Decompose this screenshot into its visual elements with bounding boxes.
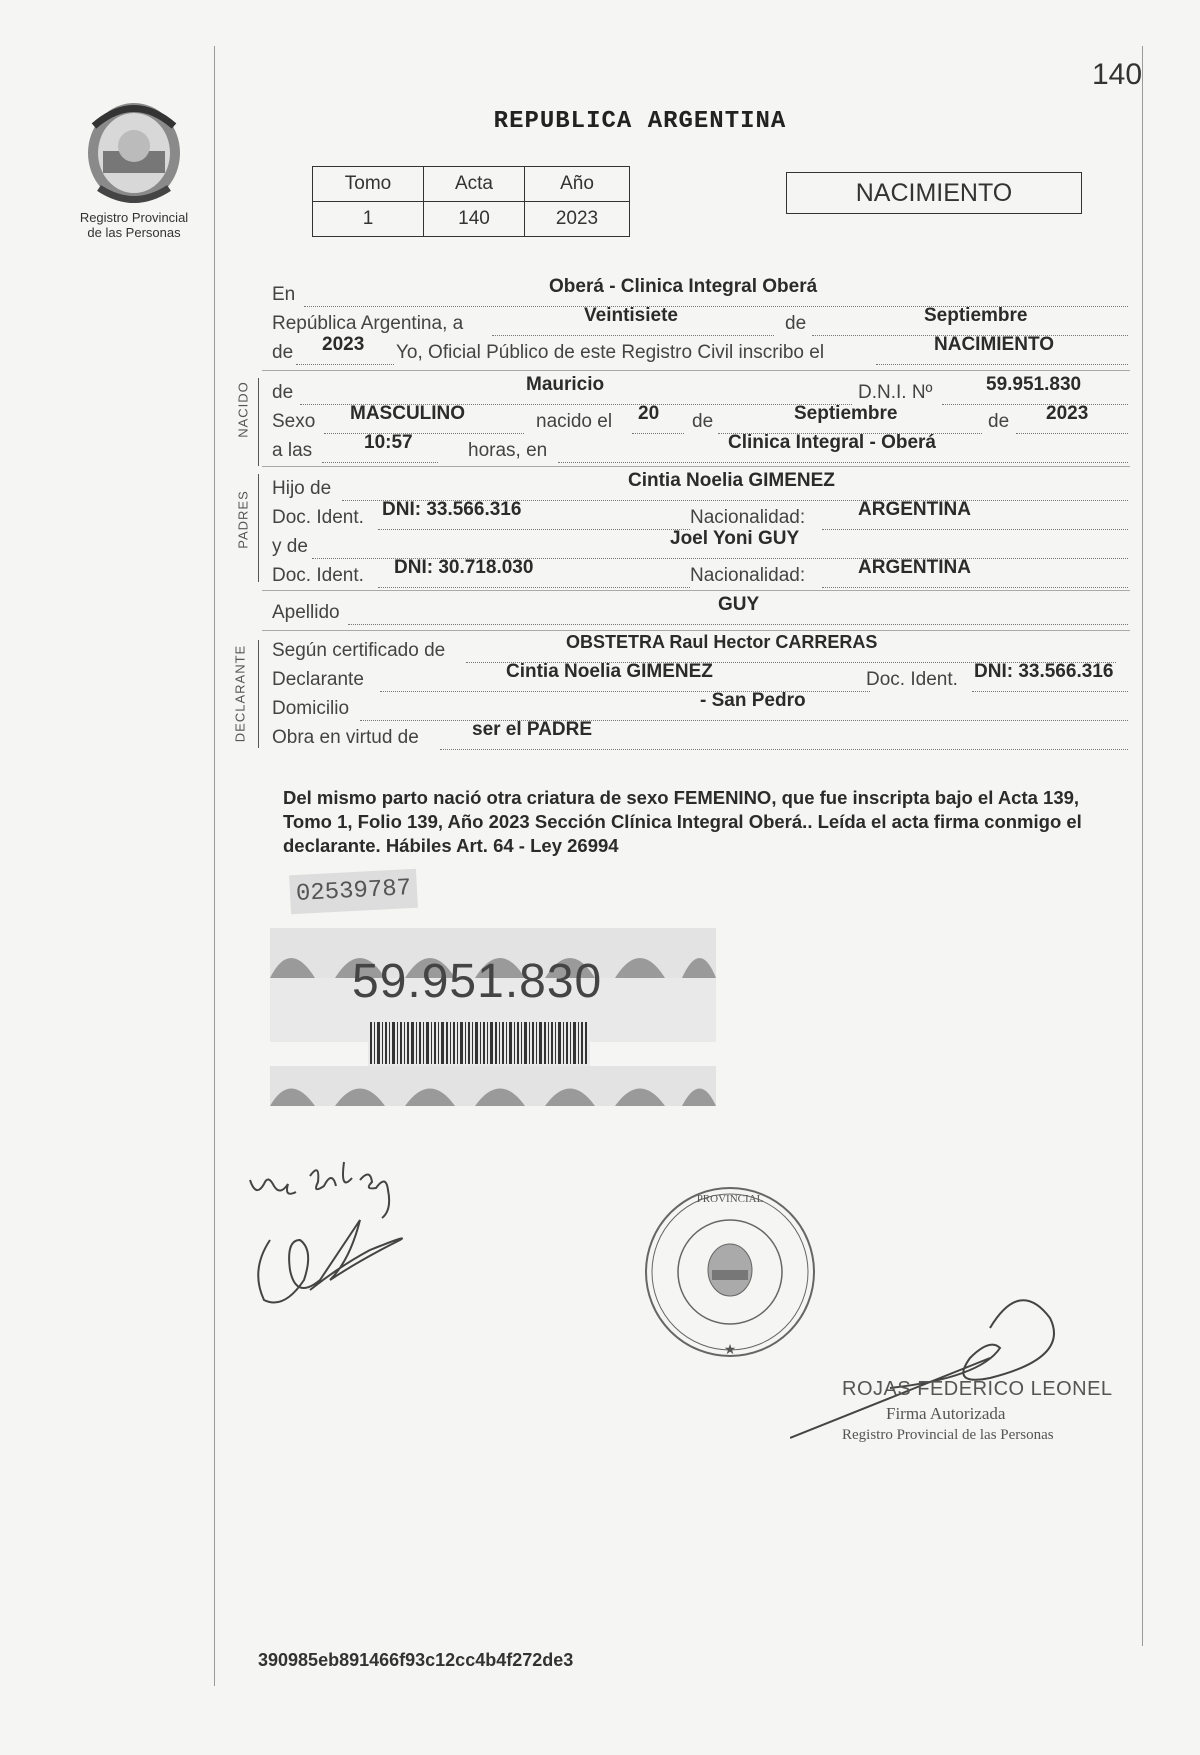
anio-value: 2023 <box>525 202 630 237</box>
handwritten-signature-icon <box>240 1150 460 1320</box>
provincial-seal-icon <box>79 96 189 206</box>
row-domicilio <box>272 690 1128 724</box>
anio-header: Año <box>525 167 630 202</box>
label-y-de: y de <box>272 536 308 557</box>
value-child-name: Mauricio <box>526 374 605 395</box>
barcode-sticker <box>270 870 716 1106</box>
logo-caption-line1: Registro Provincial <box>79 210 189 225</box>
label-de: de <box>785 313 807 334</box>
label-doc-ident: Doc. Ident. <box>866 669 958 690</box>
value-day-words: Veintisiete <box>584 305 678 326</box>
label-domicilio: Domicilio <box>272 698 350 719</box>
value-mother-doc: DNI: 33.566.316 <box>382 499 522 520</box>
label-republica: República Argentina, a <box>272 313 464 334</box>
declarant-signature <box>240 1150 460 1325</box>
label-en: En <box>272 284 296 305</box>
label-doc-ident: Doc. Ident. <box>272 507 364 528</box>
signatory-name: ROJAS FEDERICO LEONEL <box>842 1378 1113 1400</box>
value-child-dni: 59.951.830 <box>986 374 1082 395</box>
value-certificado: OBSTETRA Raul Hector CARRERAS <box>566 632 878 652</box>
svg-text:★: ★ <box>723 1343 737 1358</box>
row-obra <box>272 719 1128 753</box>
label-hijo-de: Hijo de <box>272 478 332 499</box>
acta-header: Acta <box>424 167 525 202</box>
value-inscription-type: NACIMIENTO <box>934 334 1054 355</box>
additional-note: Del mismo parto nació otra criatura de sexo FEMENINO, que fue inscripta bajo el Acta 139, Tomo 1, Folio 139, Año 2023 Sección Clínica Integral Oberá.. Leída el acta firma conmigo el declarante. Hábiles Art. 64 - Ley 26994 <box>283 787 1082 856</box>
value-declarante-doc: DNI: 33.566.316 <box>974 661 1114 682</box>
value-father-nationality: ARGENTINA <box>858 557 971 578</box>
serial-number: 02539787 <box>289 869 418 915</box>
row-father-doc <box>272 557 1128 591</box>
left-margin-line <box>214 46 215 1686</box>
value-apellido: GUY <box>718 594 760 615</box>
svg-text:PROVINCIAL: PROVINCIAL <box>696 1193 764 1205</box>
security-pattern-bottom <box>270 1066 716 1106</box>
reference-table <box>312 166 630 237</box>
row-inscribo: de 2023 Yo, Oficial Público de este Registro Civil inscribo el NACIMIENTO <box>272 342 1128 368</box>
value-birth-time: 10:57 <box>364 432 413 453</box>
value-month: Septiembre <box>924 305 1028 326</box>
value-sexo: MASCULINO <box>350 403 466 424</box>
label-nacionalidad: Nacionalidad: <box>690 565 806 586</box>
value-year: 2023 <box>322 334 365 355</box>
row-hora <box>272 432 1128 466</box>
nacido-bracket <box>258 378 259 466</box>
row-apellido <box>272 594 1128 628</box>
section-divider <box>262 590 1130 591</box>
signatory-office: Registro Provincial de las Personas <box>842 1427 1054 1443</box>
value-obra: ser el PADRE <box>472 719 593 740</box>
barcode-icon <box>368 1020 590 1066</box>
logo-caption-line2: de las Personas <box>87 225 181 240</box>
row-nombre: de Mauricio D.N.I. Nº 59.951.830 <box>272 382 1128 408</box>
side-label-declarante: DECLARANTE <box>232 644 248 743</box>
label-sexo: Sexo <box>272 411 316 432</box>
value-place: Oberá - Clinica Integral Oberá <box>549 276 818 297</box>
registry-logo <box>64 96 204 240</box>
side-label-padres: PADRES <box>235 490 251 549</box>
value-father-doc: DNI: 30.718.030 <box>394 557 534 578</box>
label-declarante: Declarante <box>272 669 364 690</box>
value-mother-nationality: ARGENTINA <box>858 499 971 520</box>
statement-text: Yo, Oficial Público de este Registro Civil inscribo el <box>396 342 825 363</box>
label-a-las: a las <box>272 440 313 461</box>
label-certificado: Según certificado de <box>272 640 446 661</box>
row-sexo: Sexo MASCULINO nacido el 20 de Septiembre de 2023 <box>272 411 1128 437</box>
padres-bracket <box>258 474 259 582</box>
tomo-header: Tomo <box>313 167 424 202</box>
value-birth-month: Septiembre <box>794 403 898 424</box>
acta-value: 140 <box>424 202 525 237</box>
value-mother-name: Cintia Noelia GIMENEZ <box>628 470 835 491</box>
right-margin-line <box>1142 46 1143 1646</box>
section-divider <box>262 466 1130 467</box>
logo-caption <box>64 210 204 240</box>
section-divider <box>262 630 1130 631</box>
signatory-role: Firma Autorizada <box>886 1404 1006 1423</box>
value-domicilio: - San Pedro <box>700 690 806 711</box>
barcode-dni-number: 59.951.830 <box>352 955 603 1008</box>
label-horas: horas, en <box>468 440 548 461</box>
declarante-bracket <box>258 640 259 748</box>
document-title: REPUBLICA ARGENTINA <box>493 108 787 135</box>
value-declarante-name: Cintia Noelia GIMENEZ <box>506 661 713 682</box>
tomo-value: 1 <box>313 202 424 237</box>
label-nacido-el: nacido el <box>536 411 613 432</box>
page-number: 140 <box>1092 58 1143 91</box>
value-birth-day: 20 <box>638 403 660 424</box>
value-birthplace: Clinica Integral - Oberá <box>728 432 936 453</box>
value-father-name: Joel Yoni GUY <box>670 528 800 549</box>
document-hash: 390985eb891466f93c12cc4b4f272de3 <box>258 1650 574 1670</box>
label-nacionalidad: Nacionalidad: <box>690 507 806 528</box>
value-birth-year: 2023 <box>1046 403 1089 424</box>
record-type-box: NACIMIENTO <box>786 172 1082 214</box>
section-divider <box>262 370 1130 371</box>
side-label-nacido: NACIDO <box>235 381 251 438</box>
label-obra: Obra en virtud de <box>272 727 419 748</box>
label-dni: D.N.I. Nº <box>858 382 933 403</box>
label-doc-ident: Doc. Ident. <box>272 565 364 586</box>
label-apellido: Apellido <box>272 602 340 623</box>
